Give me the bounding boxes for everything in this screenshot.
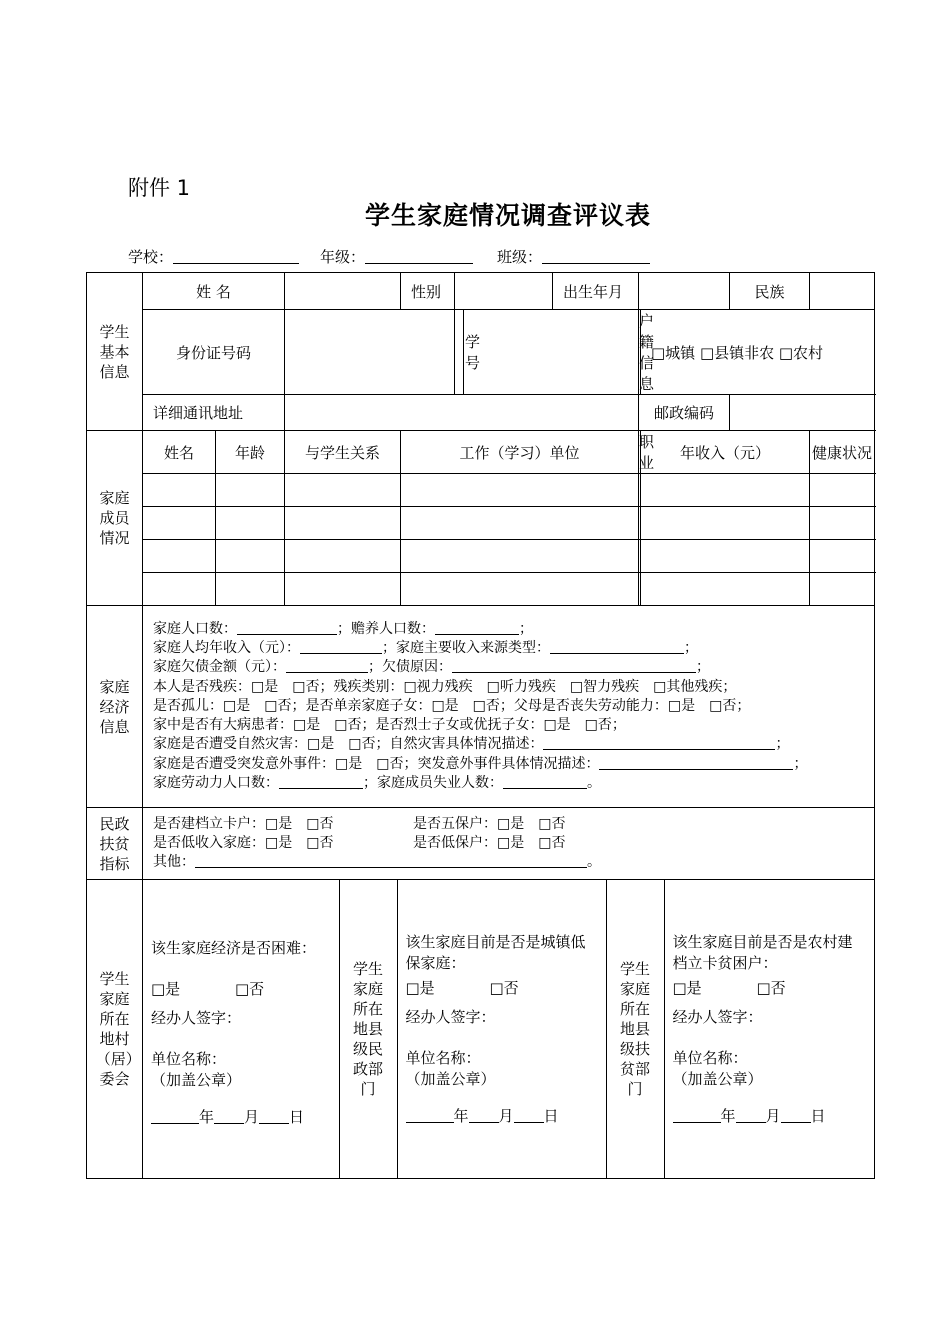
cell[interactable] <box>285 507 401 540</box>
village-question: 该生家庭经济是否困难： <box>151 939 317 957</box>
address-label: 详细通讯地址 <box>143 395 285 431</box>
economy-line-income: 家庭人均年收入（元）： ；家庭主要收入来源类型： ； <box>153 639 698 656</box>
postcode-label: 邮政编码 <box>639 395 730 431</box>
class-field <box>497 246 650 267</box>
poverty-choice: □是 □否 <box>672 979 786 997</box>
cell[interactable] <box>401 474 639 507</box>
col-member-workplace: 工作（学习）单位 <box>401 431 639 474</box>
economy-line-population: 家庭人口数： ；赡养人口数： ； <box>153 620 533 637</box>
col-member-health: 健康状况 <box>810 431 875 474</box>
postcode-value-cell[interactable] <box>730 395 875 431</box>
cell[interactable] <box>810 573 875 606</box>
ethnicity-label: 民族 <box>730 273 810 310</box>
poverty-unit: 单位名称： <box>672 1049 748 1067</box>
blank[interactable] <box>286 659 368 673</box>
poverty-question: 该生家庭目前是否是农村建档立卡贫困户： <box>672 933 853 972</box>
class-label: 班级： <box>497 248 543 266</box>
economy-line-disaster: 家庭是否遭受自然灾害：□是 □否；自然灾害具体情况描述： ； <box>153 736 790 753</box>
village-choice: □是 □否 <box>151 980 265 998</box>
blank[interactable] <box>237 621 337 635</box>
poverty-dept-label: 学生家庭所在地县级扶贫部门 <box>606 880 664 1178</box>
cell[interactable] <box>143 573 216 606</box>
cell[interactable] <box>285 474 401 507</box>
id-number-label: 身份证号码 <box>143 310 285 395</box>
civil-row-2 <box>153 834 864 853</box>
economy-info-block <box>143 606 875 808</box>
civil-dept-label: 学生家庭所在地县级民政部门 <box>339 880 397 1178</box>
village-unit: 单位名称： <box>151 1050 227 1068</box>
class-blank[interactable] <box>542 249 650 264</box>
col-member-name: 姓名 <box>143 431 216 474</box>
section-village-committee: 学生家庭所在地村（居）委会 <box>87 880 143 1179</box>
civil-low-income[interactable]: 是否低收入家庭：□是 □否 <box>153 834 334 851</box>
poverty-signer[interactable]: 经办人签字： <box>672 1008 763 1026</box>
cell[interactable] <box>641 540 810 573</box>
civil-unit: 单位名称： <box>405 1049 481 1067</box>
section-civil-indicators: 民政扶贫指标 <box>87 808 143 880</box>
gender-value-cell[interactable] <box>455 273 553 310</box>
cell[interactable] <box>143 507 216 540</box>
family-member-row <box>87 507 875 540</box>
civil-seal: （加盖公章） <box>405 1070 496 1088</box>
village-seal: （加盖公章） <box>151 1071 242 1089</box>
civil-question: 该生家庭目前是否是城镇低保家庭： <box>405 933 586 972</box>
section-basic-info: 学生基本信息 <box>87 273 143 431</box>
blank[interactable] <box>452 659 696 673</box>
blank[interactable] <box>550 640 684 654</box>
id-number-value-cell[interactable] <box>285 310 455 395</box>
village-approval-block <box>143 880 339 1178</box>
cell[interactable] <box>216 507 285 540</box>
name-label: 姓 名 <box>143 273 285 310</box>
col-member-age: 年龄 <box>216 431 285 474</box>
student-no-value-cell[interactable] <box>464 310 639 395</box>
student-no-label: 学号 <box>455 310 464 395</box>
economy-line-disability[interactable]: 本人是否残疾：□是 □否；残疾类别：□视力残疾 □听力残疾 □智力残疾 □其他残疾； <box>153 678 737 695</box>
civil-signer[interactable]: 经办人签字： <box>405 1008 496 1026</box>
school-field <box>128 246 299 267</box>
form-title: 学生家庭情况调查评议表 <box>364 201 651 230</box>
attachment-label: 附件 1 <box>128 176 191 200</box>
section-family-members: 家庭成员情况 <box>87 431 143 606</box>
village-signer[interactable]: 经办人签字： <box>151 1009 242 1027</box>
economy-line-illness[interactable]: 家中是否有大病患者：□是 □否；是否烈士子女或优抚子女：□是 □否； <box>153 717 626 734</box>
blank[interactable] <box>195 854 587 868</box>
cell[interactable] <box>216 540 285 573</box>
cell[interactable] <box>810 507 875 540</box>
civil-choice: □是 □否 <box>405 979 519 997</box>
school-blank[interactable] <box>173 249 299 264</box>
gender-label: 性别 <box>401 273 455 310</box>
blank[interactable] <box>503 775 587 789</box>
name-value-cell[interactable] <box>285 273 401 310</box>
birth-label: 出生年月 <box>553 273 639 310</box>
economy-line-debt: 家庭欠债金额（元）： ；欠债原因： ； <box>153 659 710 676</box>
civil-poverty-card[interactable]: 是否建档立卡户：□是 □否 <box>153 815 334 832</box>
blank[interactable] <box>300 640 382 654</box>
household-label: 户籍信息 <box>639 310 641 395</box>
blank[interactable] <box>279 775 363 789</box>
address-value-cell[interactable] <box>285 395 639 431</box>
approval-row <box>143 880 874 1178</box>
cell[interactable] <box>143 474 216 507</box>
birth-value-cell[interactable] <box>639 273 730 310</box>
cell[interactable] <box>810 474 875 507</box>
col-member-occupation: 职业 <box>639 431 641 474</box>
grade-field <box>320 246 473 267</box>
blank[interactable] <box>435 621 519 635</box>
economy-line-labor: 家庭劳动力人口数： ；家庭成员失业人数： 。 <box>153 775 601 792</box>
cell[interactable] <box>285 573 401 606</box>
ethnicity-value-cell[interactable] <box>810 273 875 310</box>
grade-label: 年级： <box>320 248 366 266</box>
grade-blank[interactable] <box>365 249 473 264</box>
cell[interactable] <box>810 540 875 573</box>
col-member-relation: 与学生关系 <box>285 431 401 474</box>
cell[interactable] <box>216 573 285 606</box>
blank[interactable] <box>599 756 793 770</box>
civil-subsistence[interactable]: 是否低保户：□是 □否 <box>413 834 566 851</box>
civil-five-guarantee[interactable]: 是否五保户：□是 □否 <box>413 815 566 832</box>
cell[interactable] <box>216 474 285 507</box>
economy-line-accident: 家庭是否遭受突发意外事件：□是 □否；突发意外事件具体情况描述： ； <box>153 755 808 772</box>
household-options[interactable]: □城镇 □县镇非农 □农村 <box>641 310 875 395</box>
civil-dept-approval-block <box>397 880 606 1178</box>
civil-info-block <box>143 808 875 880</box>
civil-row-1 <box>153 815 864 834</box>
cell[interactable] <box>401 507 639 540</box>
family-member-row <box>87 540 875 573</box>
family-member-row <box>87 474 875 507</box>
village-date[interactable]: 年 月 日 <box>151 1107 331 1128</box>
cell[interactable] <box>641 573 810 606</box>
family-member-row <box>87 573 875 606</box>
civil-date[interactable]: 年 月 日 <box>406 1106 598 1127</box>
section-economy-info: 家庭经济信息 <box>87 606 143 808</box>
poverty-seal: （加盖公章） <box>672 1070 763 1088</box>
cell[interactable] <box>641 507 810 540</box>
economy-line-orphan[interactable]: 是否孤儿：□是 □否；是否单亲家庭子女：□是 □否；父母是否丧失劳动能力：□是 □否； <box>153 697 751 714</box>
survey-form-table <box>86 272 875 1179</box>
cell[interactable] <box>285 540 401 573</box>
poverty-dept-approval-block <box>664 880 874 1178</box>
school-label: 学校： <box>128 248 174 266</box>
cell[interactable] <box>401 540 639 573</box>
col-member-income: 年收入（元） <box>641 431 810 474</box>
blank[interactable] <box>543 736 775 750</box>
civil-row-other: 其他： 。 <box>153 854 601 871</box>
cell[interactable] <box>401 573 639 606</box>
cell[interactable] <box>143 540 216 573</box>
poverty-date[interactable]: 年 月 日 <box>673 1106 867 1127</box>
cell[interactable] <box>641 474 810 507</box>
